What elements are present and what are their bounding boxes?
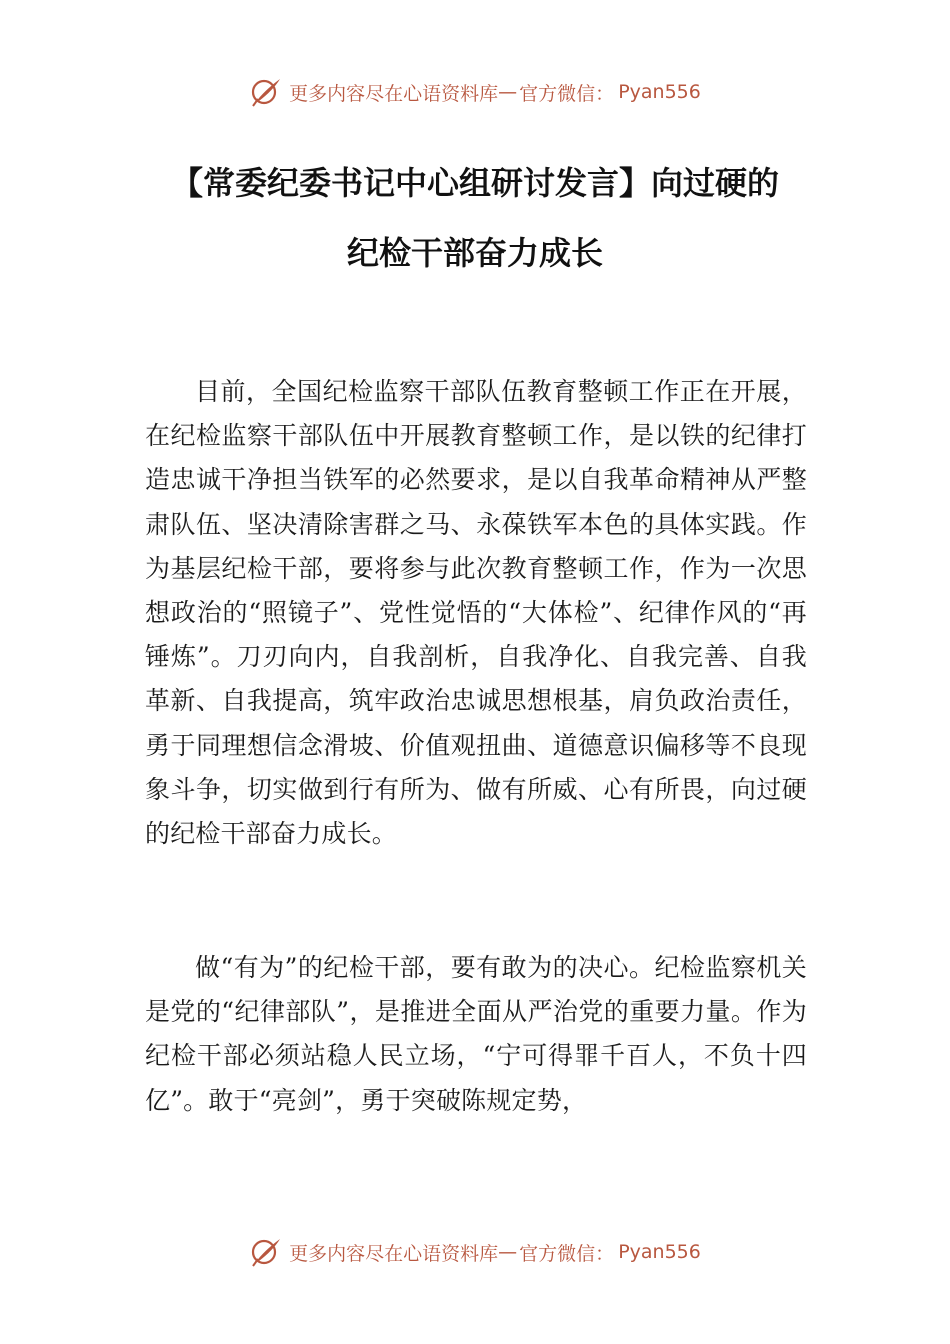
body-paragraph-1: 目前，全国纪检监察干部队伍教育整顿工作正在开展，在纪检监察干部队伍中开展教育整顿工作，是以铁的纪律打造忠诚干净担当铁军的必然要求，是以自我革命精神从严整肃队伍、坚决清除害群之马、永葆铁军本色的具体实践。作为基层纪检干部，要将参与此次教育整顿工作，作为一次思想政治的“照镜子”、党性觉悟的“大体检”、纪律作风的“再锤炼”。刀刃向内，自我剖析，自我净化、自我完善、自我革新、自我提高，筑牢政治忠诚思想根基，肩负政治责任，勇于同理想信念滑坡、价值观扭曲、道德意识偏移等不良现象斗争，切实做到行有所为、做有所威、心有所畏，向过硬的纪检干部奋力成长。 <box>145 377 807 849</box>
document-title-line-1: 【常委纪委书记中心组研讨发言】向过硬的 <box>170 164 779 202</box>
footer-brand-text: 更多内容尽在心语资料库 <box>289 1242 499 1265</box>
banner-wechat-label: 官方微信： <box>519 82 615 105</box>
banner-wechat-id: Pyan556 <box>618 81 701 103</box>
footer-banner <box>0 1232 950 1272</box>
footer-wechat-label: 官方微信： <box>519 1242 615 1265</box>
footer-separator: — <box>498 1241 520 1263</box>
footer-wechat-id: Pyan556 <box>618 1241 701 1263</box>
banner-separator: — <box>498 81 520 103</box>
quill-logo-icon <box>249 1235 283 1269</box>
header-banner <box>0 72 950 112</box>
document-title-line-2: 纪检干部奋力成长 <box>346 234 603 272</box>
body-paragraph-2: 做“有为”的纪检干部，要有敢为的决心。纪检监察机关是党的“纪律部队”，是推进全面从严治党的重要力量。作为纪检干部必须站稳人民立场，“宁可得罪千百人，不负十四亿”。敢于“亮剑”，勇于突破陈规定势， <box>145 953 807 1115</box>
quill-logo-icon <box>249 75 283 109</box>
banner-brand-text: 更多内容尽在心语资料库 <box>289 82 499 105</box>
